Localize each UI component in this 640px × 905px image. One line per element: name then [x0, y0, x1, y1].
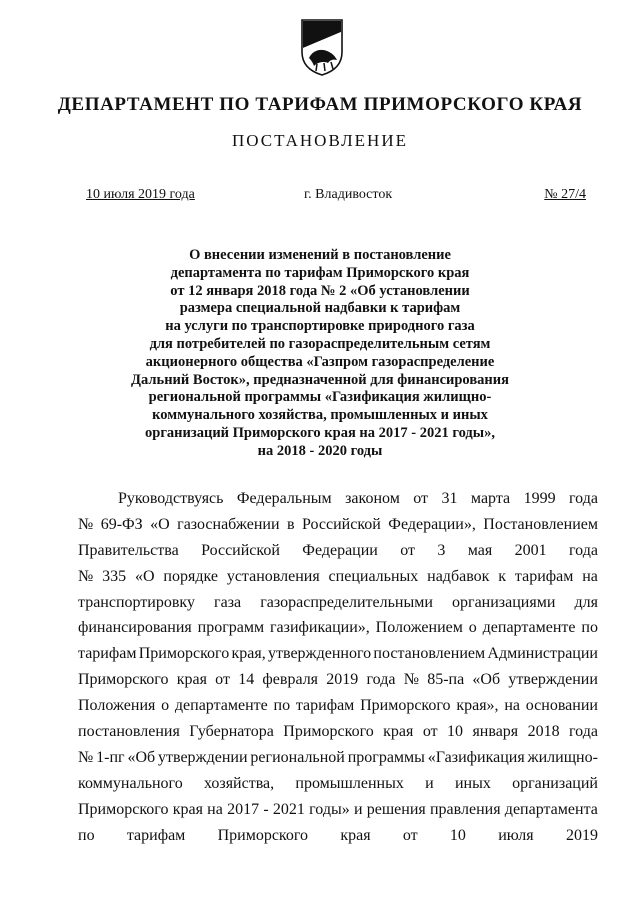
body-word: на: [582, 567, 598, 585]
body-word: Российской: [302, 515, 381, 533]
body-word: Положением: [375, 619, 463, 637]
body-word: промышленных: [295, 774, 404, 792]
body-word: утвержденного: [268, 645, 372, 663]
body-word: края»,: [456, 697, 499, 715]
department-name: ДЕПАРТАМЕНТ ПО ТАРИФАМ ПРИМОРСКОГО КРАЯ: [57, 94, 583, 115]
body-line: [78, 823, 598, 849]
body-word: года: [569, 723, 598, 741]
title-line: Дальний Восток», предназначенной для финансирования: [131, 371, 509, 388]
body-word: тарифам: [126, 826, 186, 844]
body-word: 69-ФЗ: [100, 515, 143, 533]
document-date: 10 июля 2019 года: [86, 187, 195, 202]
body-word: №: [403, 671, 419, 689]
body-word: газоснабжении: [177, 515, 280, 533]
body-word: Приморского: [217, 826, 309, 844]
body-word: тарифам: [78, 645, 137, 663]
body-word: Приморского: [360, 697, 451, 715]
body-line: [78, 538, 598, 564]
body-line: [78, 719, 598, 745]
title-line: для потребителей по газораспределительным сетям: [149, 335, 491, 352]
body-word: департаменте: [174, 697, 268, 715]
body-word: правления: [429, 800, 501, 818]
body-word: законом: [345, 490, 400, 507]
body-word: июля: [498, 826, 534, 844]
body-word: тарифам: [514, 567, 574, 585]
body-line: [78, 486, 598, 512]
title-line: от 12 января 2018 года № 2 «Об установлении: [170, 282, 470, 299]
body-word: транспортировку: [78, 593, 195, 611]
body-word: года: [569, 541, 598, 559]
body-word: газораспределительными: [260, 593, 433, 611]
body-word: края: [172, 800, 203, 818]
body-line: [78, 512, 598, 538]
body-word: Правительства: [78, 541, 179, 559]
body-word: порядке: [163, 567, 218, 585]
body-word: №: [78, 748, 94, 766]
body-word: №: [78, 567, 94, 585]
body-word: «Об: [127, 748, 156, 766]
body-word: 2019: [565, 826, 598, 844]
body-word: 2021: [272, 800, 305, 818]
body-word: 14: [238, 671, 255, 689]
body-word: программ: [197, 619, 265, 637]
body-word: Постановлением: [483, 515, 598, 533]
title-line: на 2018 - 2020 годы: [257, 442, 383, 459]
title-line: организаций Приморского края на 2017 - 2021 годы»,: [145, 424, 495, 441]
body-line: [78, 797, 598, 823]
body-word: коммунального: [78, 774, 183, 792]
body-word: специальных: [328, 567, 419, 585]
body-word: Положения: [78, 697, 156, 715]
body-word: Приморского: [138, 645, 230, 663]
body-word: января: [472, 723, 519, 741]
body-line: [78, 641, 598, 667]
body-word: от: [422, 723, 438, 741]
body-word: 2001: [514, 541, 547, 559]
body-word: 3: [437, 541, 446, 559]
document-type: ПОСТАНОВЛЕНИЕ: [231, 131, 408, 150]
body-word: департамента: [504, 800, 598, 818]
body-word: года: [569, 490, 598, 507]
body-word: края: [383, 723, 414, 741]
body-word: края,: [231, 645, 266, 663]
body-word: Федерации: [302, 541, 378, 559]
body-word: к: [498, 567, 507, 585]
body-line: [78, 667, 598, 693]
body-word: Федеральным: [236, 490, 332, 507]
title-line: О внесении изменений в постановление: [189, 247, 451, 263]
body-word: 2019: [326, 671, 359, 689]
body-word: 2018: [527, 723, 560, 741]
body-word: от: [400, 541, 416, 559]
body-word: жилищно-: [527, 748, 598, 766]
body-word: о: [468, 619, 477, 637]
body-word: основании: [525, 697, 598, 715]
body-word: года: [366, 671, 396, 689]
body-word: по: [581, 619, 598, 637]
body-word: газа: [214, 593, 242, 611]
body-word: №: [78, 515, 94, 533]
body-word: о: [161, 697, 170, 715]
body-word: на: [504, 697, 520, 715]
body-word: в: [287, 515, 295, 533]
body-word: Федерации»,: [388, 515, 476, 533]
title-line: акционерного общества «Газпром газораспределение: [145, 353, 495, 370]
body-word: региональной: [250, 748, 345, 766]
body-word: 31: [441, 490, 458, 507]
body-word: Губернатора: [189, 723, 274, 741]
body-word: от: [413, 490, 429, 507]
body-word: от: [402, 826, 418, 844]
body-word: 335: [102, 567, 127, 585]
body-line: [78, 771, 598, 797]
title-line: департамента по тарифам Приморского края: [170, 264, 470, 281]
body-word: 85-па: [427, 671, 465, 689]
body-word: 1999: [523, 490, 556, 507]
body-line: [78, 693, 598, 719]
body-word: марта: [470, 490, 511, 507]
body-word: и: [353, 800, 363, 818]
body-word: по: [273, 697, 291, 715]
body-word: Руководствуясь: [118, 490, 224, 507]
body-word: газификации»,: [269, 619, 370, 637]
body-word: для: [574, 593, 598, 611]
body-word: 2017: [227, 800, 260, 818]
body-word: решения: [366, 800, 426, 818]
body-word: -: [263, 800, 269, 818]
body-word: программы: [347, 748, 425, 766]
body-word: от: [215, 671, 230, 689]
coat-of-arms-icon: [300, 18, 344, 76]
body-word: установления: [226, 567, 320, 585]
body-word: Приморского: [78, 671, 169, 689]
body-word: «Об: [472, 671, 501, 689]
title-line: коммунального хозяйства, промышленных и иных: [152, 407, 488, 424]
document-title: [60, 247, 580, 461]
body-word: иных: [454, 774, 491, 792]
body-word: 1-пг: [96, 748, 125, 766]
title-line: региональной программы «Газификация жилищно-: [148, 389, 492, 406]
body-word: «О: [150, 515, 170, 533]
body-line: [78, 590, 598, 616]
body-word: утверждении: [508, 671, 598, 689]
document-body: [78, 486, 598, 848]
body-word: на: [207, 800, 223, 818]
body-word: организаций: [512, 774, 598, 792]
body-word: края: [340, 826, 371, 844]
body-word: февраля: [262, 671, 319, 689]
body-word: края: [176, 671, 207, 689]
body-word: постановления: [78, 723, 180, 741]
body-word: Приморского: [283, 723, 374, 741]
body-word: финансирования: [78, 619, 192, 637]
body-word: годы»: [309, 800, 350, 818]
body-word: постановлением: [373, 645, 486, 663]
body-word: 10: [449, 826, 466, 844]
document-number: № 27/4: [544, 187, 586, 202]
body-word: организациями: [452, 593, 556, 611]
body-word: Российской: [201, 541, 280, 559]
body-word: мая: [467, 541, 493, 559]
body-word: хозяйства,: [203, 774, 275, 792]
title-line: на услуги по транспортировке природного газа: [165, 318, 475, 335]
body-word: Приморского: [78, 800, 169, 818]
body-line: [78, 745, 598, 771]
body-word: и: [425, 774, 434, 792]
body-word: тарифам: [295, 697, 355, 715]
body-word: «О: [134, 567, 155, 585]
body-word: по: [78, 826, 95, 844]
body-word: «Газификация: [427, 748, 525, 766]
body-word: департаменте: [482, 619, 576, 637]
body-line: [78, 615, 598, 641]
body-word: Администрации: [487, 645, 598, 663]
body-line: [78, 564, 598, 590]
body-word: надбавок: [427, 567, 490, 585]
body-word: утверждении: [158, 748, 248, 766]
title-line: размера специальной надбавки к тарифам: [179, 300, 461, 317]
body-word: 10: [447, 723, 464, 741]
document-city: г. Владивосток: [304, 187, 393, 202]
